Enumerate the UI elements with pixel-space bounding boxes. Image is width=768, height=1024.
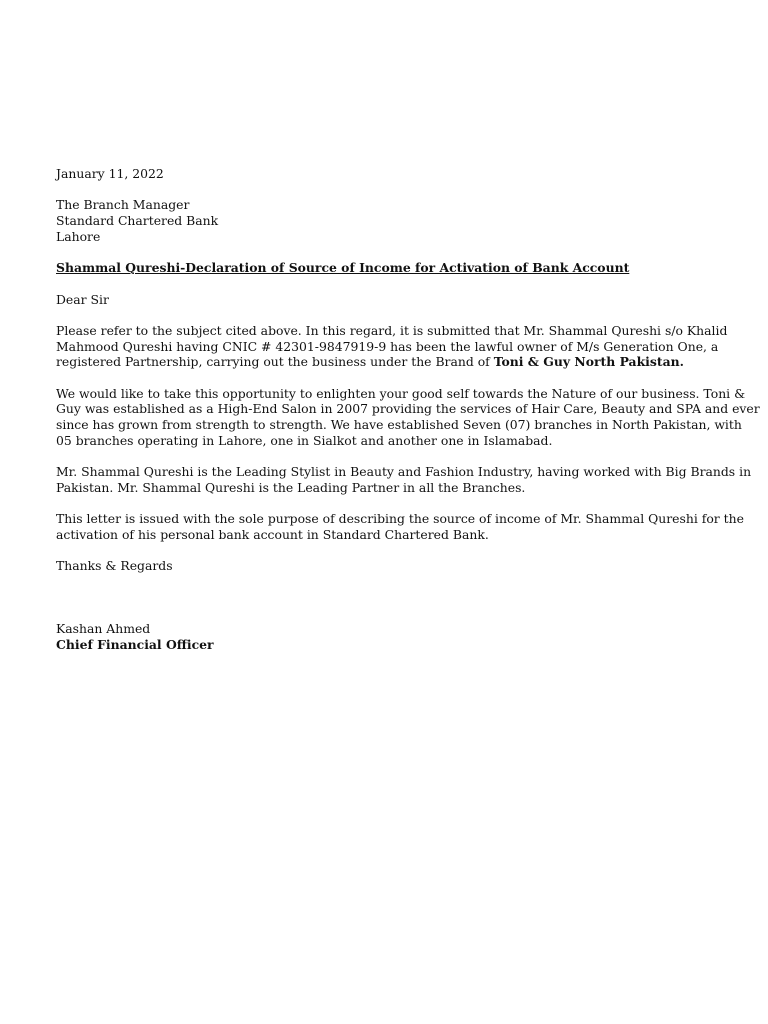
recipient-block	[56, 197, 724, 244]
paragraph-text: registered Partnership, carrying out the business under the Brand of	[56, 354, 494, 370]
letter-date: January 11, 2022	[56, 166, 164, 181]
paragraph-line: since has grown from strength to strength. We have established Seven (07) branches in North Pakistan, with	[56, 417, 742, 433]
closing: Thanks & Regards	[56, 558, 173, 574]
recipient-line-3: Lahore	[56, 228, 101, 244]
paragraph-line: Please refer to the subject cited above. In this regard, it is submitted that Mr. Shammal Qureshi s/o Khalid	[56, 322, 728, 338]
paragraph-line	[56, 354, 724, 370]
paragraph-line: activation of his personal bank account in Standard Chartered Bank.	[56, 527, 489, 543]
salutation: Dear Sir	[56, 291, 109, 307]
letter-body	[56, 166, 760, 653]
recipient-line-1: The Branch Manager	[56, 197, 190, 213]
paragraph-business	[56, 385, 760, 449]
paragraph-line: This letter is issued with the sole purpose of describing the source of income of Mr. Shammal Qureshi for the	[56, 511, 744, 527]
paragraph-ownership	[56, 322, 728, 370]
paragraph-line: Mahmood Qureshi having CNIC # 42301-9847919-9 has been the lawful owner of M/s Generation One, a	[56, 338, 719, 354]
paragraph-stylist	[56, 464, 752, 495]
signatory-title: Chief Financial Officer	[56, 636, 214, 652]
signature-block	[56, 621, 724, 652]
paragraph-line: Guy was established as a High-End Salon in 2007 providing the services of Hair Care, Beauty and SPA and ever	[56, 401, 760, 417]
letter-subject: Shammal Qureshi-Declaration of Source of Income for Activation of Bank Account	[56, 260, 630, 276]
paragraph-line: Mr. Shammal Qureshi is the Leading Stylist in Beauty and Fashion Industry, having worked with Big Brands in	[56, 464, 752, 480]
recipient-line-2: Standard Chartered Bank	[56, 213, 219, 229]
paragraph-line: We would like to take this opportunity to enlighten your good self towards the Nature of our business. Toni &	[56, 385, 746, 401]
signatory-name: Kashan Ahmed	[56, 621, 151, 637]
paragraph-line: Pakistan. Mr. Shammal Qureshi is the Leading Partner in all the Branches.	[56, 479, 526, 495]
paragraph-line: 05 branches operating in Lahore, one in Sialkot and another one in Islamabad.	[56, 432, 553, 448]
paragraph-purpose	[56, 511, 744, 543]
brand-name: Toni & Guy North Pakistan.	[493, 354, 684, 370]
